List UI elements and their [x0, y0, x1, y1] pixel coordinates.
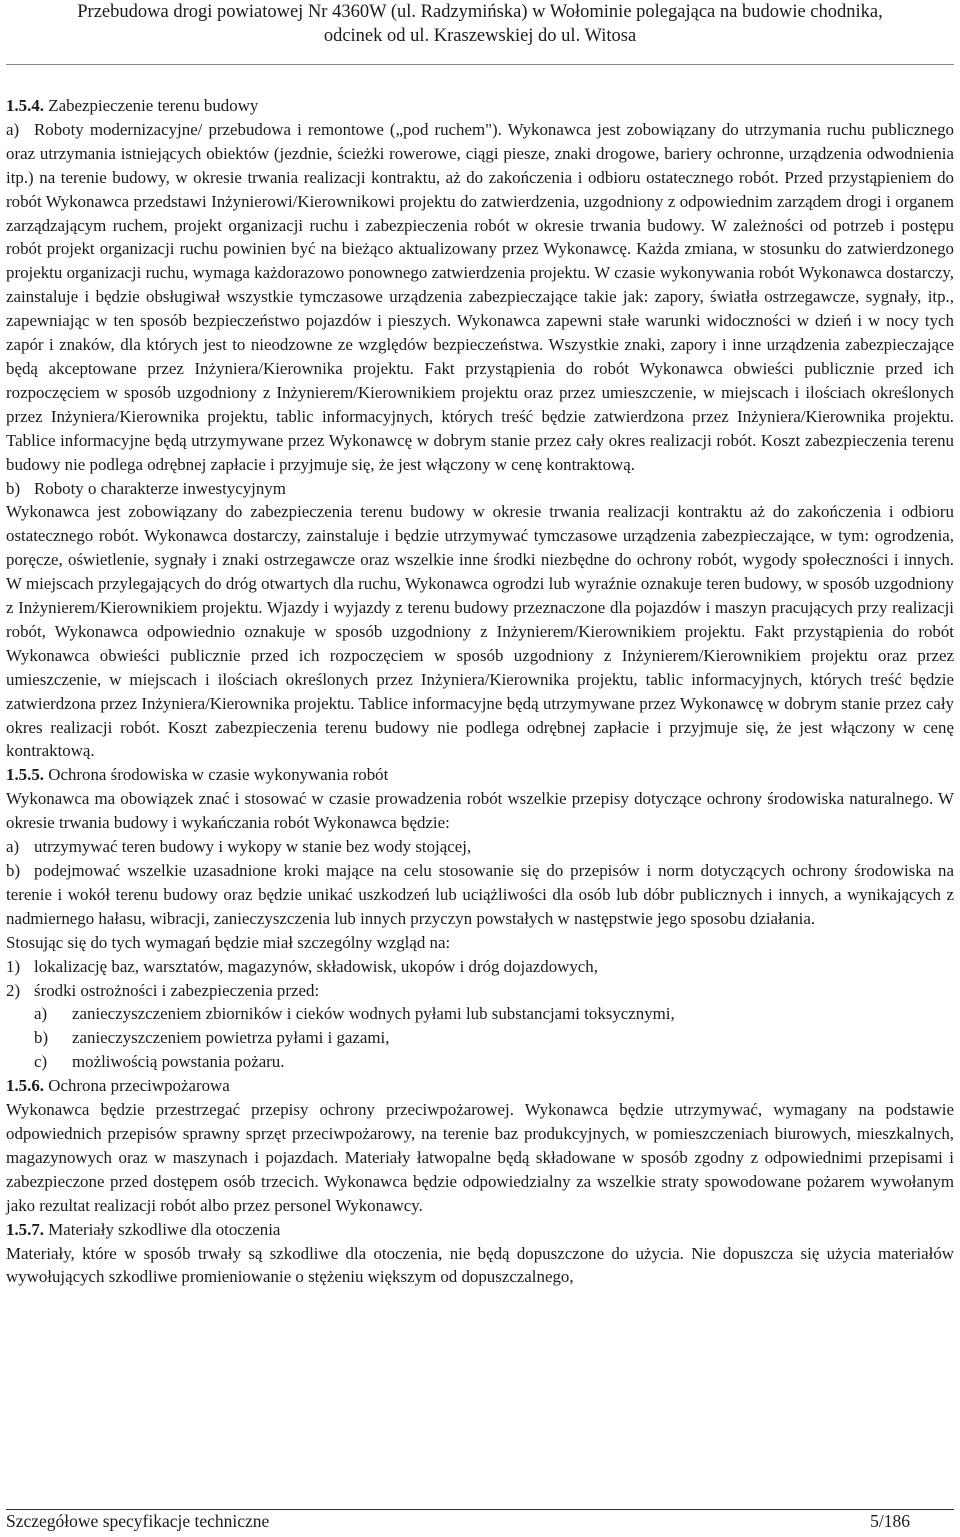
list-item-a-modernization	[6, 118, 954, 477]
list-text: podejmować wszelkie uzasadnione kroki mające na celu stosowanie się do przepisów i norm dotyczących ochrony środowiska na terenie i wokół terenu budowy oraz będzie unikać uszkodzeń lub uciążliwości dla osób lub dóbr publicznych i innych, a wynikających z nadmiernego hałasu, wibracji, zanieczyszczenia lub innych przyczyn powstałych w następstwie jego sposobu działania.	[6, 861, 954, 928]
subsection-title: Roboty o charakterze inwestycyjnym	[34, 478, 286, 498]
header-title-line2: odcinek od ul. Kraszewskiej do ul. Witosa	[323, 26, 637, 46]
section-heading-1-5-4	[6, 94, 954, 118]
sub-item-c	[6, 1050, 954, 1074]
list-item-a	[6, 835, 954, 859]
list-text: zanieczyszczeniem zbiorników i cieków wodnych pyłami lub substancjami toksycznymi,	[72, 1004, 675, 1024]
page-number: 5/186	[870, 1511, 910, 1531]
list-marker: b)	[6, 478, 21, 498]
section-title: Ochrona przeciwpożarowa	[48, 1076, 230, 1096]
paragraph: Wykonawca jest zobowiązany do zabezpieczenia terenu budowy w okresie trwania realizacji kontraktu aż do zakończenia i odbioru ostatecznego robót. Wykonawca dostarczy, zainstaluje i będzie utrzymywać tymczasowe urządzenia zabezpieczające, w tym: ogrodzenia, poręcze, oświetlenie, sygnały i znaki ostrzegawcze oraz wszelkie inne środki niezbędne do ochrony robót, wygody społeczności i innych. W miejscach przylegających do dróg otwartych dla ruchu, Wykonawca ogrodzi lub wyraźnie oznakuje teren budowy, w sposób uzgodniony z Inżynierem/Kierownikiem projektu. Wjazdy i wyjazdy z terenu budowy przeznaczone dla pojazdów i maszyn pracujących przy realizacji robót, Wykonawca odpowiednio oznakuje w sposób uzgodniony z Inżynierem/Kierownikiem projektu. Fakt przystąpienia do robót Wykonawca obwieści publicznie przed ich rozpoczęciem w sposób uzgodniony z Inżynierem/Kierownikiem projektu oraz przez umieszczenie, w miejscach i ilościach określonych przez Inżyniera/Kierownika projektu, tablic informacyjnych, których treść będzie zatwierdzona przez Inżyniera/Kierownika projektu. Tablice informacyjne będą utrzymywane przez Wykonawcę w dobrym stanie przez cały okres realizacji robót. Koszt zabezpieczenia terenu budowy nie podlega odrębnej zapłacie i przyjmuje się, że jest włączony w cenę kontraktową.	[6, 502, 954, 761]
list-marker: a)	[6, 119, 20, 139]
document-body	[6, 94, 954, 1289]
list-marker: a)	[34, 1004, 48, 1024]
list-marker: b)	[6, 861, 21, 880]
header-title-line1: Przebudowa drogi powiatowej Nr 4360W (ul. Radzymińska) w Wołominie polegająca na budowie chodnika,	[77, 2, 883, 22]
section-number: 1.5.7.	[6, 1219, 45, 1239]
header-divider	[6, 64, 954, 65]
list-text: możliwością powstania pożaru.	[72, 1052, 285, 1072]
list-item-b-investment	[6, 477, 954, 501]
section-number: 1.5.6.	[6, 1076, 45, 1096]
section-heading-1-5-5	[6, 763, 954, 787]
list-marker: c)	[34, 1052, 48, 1072]
paragraph: Wykonawca będzie przestrzegać przepisy ochrony przeciwpożarowej. Wykonawca będzie utrzymywać, wymagany na podstawie odpowiednich przepisów sprawny sprzęt przeciwpożarowy, na terenie baz produkcyjnych, w pomieszczeniach biurowych, mieszkalnych, magazynowych oraz w maszynach i pojazdach. Materiały łatwopalne będą składowane w sposób zgodny z odpowiednimi przepisami i zabezpieczone przed dostępem osób trzecich. Wykonawca będzie odpowiedzialny za wszelkie straty spowodowane pożarem wywołanym jako rezultat realizacji robót albo przez personel Wykonawcy.	[6, 1100, 954, 1215]
sub-item-b	[6, 1026, 954, 1050]
list-marker: b)	[34, 1028, 49, 1048]
numbered-item-2	[6, 979, 954, 1003]
section-number: 1.5.5.	[6, 765, 45, 785]
list-marker: a)	[6, 837, 20, 857]
list-marker: 1)	[6, 956, 21, 976]
paragraph-text: Roboty modernizacyjne/ przebudowa i remontowe („pod ruchem"). Wykonawca jest zobowiązany do utrzymania ruchu publicznego oraz utrzymania istniejących obiektów (jezdnie, ścieżki rowerowe, ciągi piesze, znaki drogowe, bariery ochronne, urządzenia odwodnienia itp.) na terenie budowy, w okresie trwania realizacji kontraktu, aż do zakończenia i odbioru ostatecznego robót. Przed przystąpieniem do robót Wykonawca przedstawi Inżynierowi/Kierownikowi projektu do zatwierdzenia, uzgodniony z odpowiednim zarządem drogi i organem zarządzającym ruchem, projekt organizacji ruchu i zabezpieczenia robót w okresie trwania budowy. W zależności od potrzeb i postępu robót projekt organizacji ruchu powinien być na bieżąco aktualizowany przez Wykonawcę. Każda zmiana, w stosunku do zatwierdzonego projektu organizacji ruchu, wymaga każdorazowo ponownego zatwierdzenia projektu. W czasie wykonywania robót Wykonawca dostarczy, zainstaluje i będzie obsługiwał wszystkie tymczasowe urządzenia zabezpieczające takie jak: zapory, światła ostrzegawcze, sygnały, itp., zapewniając w ten sposób bezpieczeństwo pojazdów i pieszych. Wykonawca zapewni stałe warunki widoczności w dzień i w nocy tych zapór i znaków, dla których jest to nieodzowne ze względów bezpieczeństwa. Wszystkie znaki, zapory i inne urządzenia zabezpieczające będą akceptowane przez Inżyniera/Kierownika projektu. Fakt przystąpienia do robót Wykonawca obwieści publicznie przed ich rozpoczęciem w sposób uzgodniony z Inżynierem/Kierownikiem projektu oraz przez umieszczenie, w miejscach i ilościach określonych przez Inżyniera/Kierownika projektu, tablic informacyjnych, których treść będzie zatwierdzona przez Inżyniera/Kierownika projektu. Tablice informacyjne będą utrzymywane przez Wykonawcę w dobrym stanie przez cały okres realizacji robót. Koszt zabezpieczenia terenu budowy nie podlega odrębnej zapłacie i przyjmuje się, że jest włączony w cenę kontraktową.	[6, 119, 954, 474]
paragraph: Materiały, które w sposób trwały są szkodliwe dla otoczenia, nie będą dopuszczone do użycia. Nie dopuszcza się użycia materiałów wywołujących szkodliwe promieniowanie o stężeniu większym od dopuszczalnego,	[6, 1243, 954, 1287]
page-footer	[6, 1511, 910, 1532]
section-number: 1.5.4.	[6, 96, 45, 115]
footer-divider	[6, 1509, 954, 1510]
list-text: utrzymywać teren budowy i wykopy w stanie bez wody stojącej,	[34, 837, 472, 857]
paragraph: Stosując się do tych wymagań będzie miał szczególny wzgląd na:	[6, 932, 451, 952]
list-text: lokalizację baz, warsztatów, magazynów, składowisk, ukopów i dróg dojazdowych,	[34, 956, 598, 976]
list-marker: 2)	[6, 980, 21, 1000]
sub-item-a	[6, 1002, 954, 1026]
list-text: zanieczyszczeniem powietrza pyłami i gazami,	[72, 1028, 390, 1048]
section-heading-1-5-7	[6, 1218, 954, 1242]
section-heading-1-5-6	[6, 1074, 954, 1098]
numbered-item-1	[6, 955, 954, 979]
paragraph: Wykonawca ma obowiązek znać i stosować w czasie prowadzenia robót wszelkie przepisy dotyczące ochrony środowiska naturalnego. W okresie trwania budowy i wykańczania robót Wykonawca będzie:	[6, 789, 954, 833]
footer-document-title: Szczegółowe specyfikacje techniczne	[6, 1511, 270, 1531]
section-title: Ochrona środowiska w czasie wykonywania robót	[48, 765, 389, 785]
page-header	[0, 0, 960, 70]
section-title: Materiały szkodliwe dla otoczenia	[48, 1219, 281, 1239]
list-item-b	[6, 859, 954, 931]
list-text: środki ostrożności i zabezpieczenia przed:	[34, 980, 320, 1000]
section-title: Zabezpieczenie terenu budowy	[48, 96, 259, 115]
